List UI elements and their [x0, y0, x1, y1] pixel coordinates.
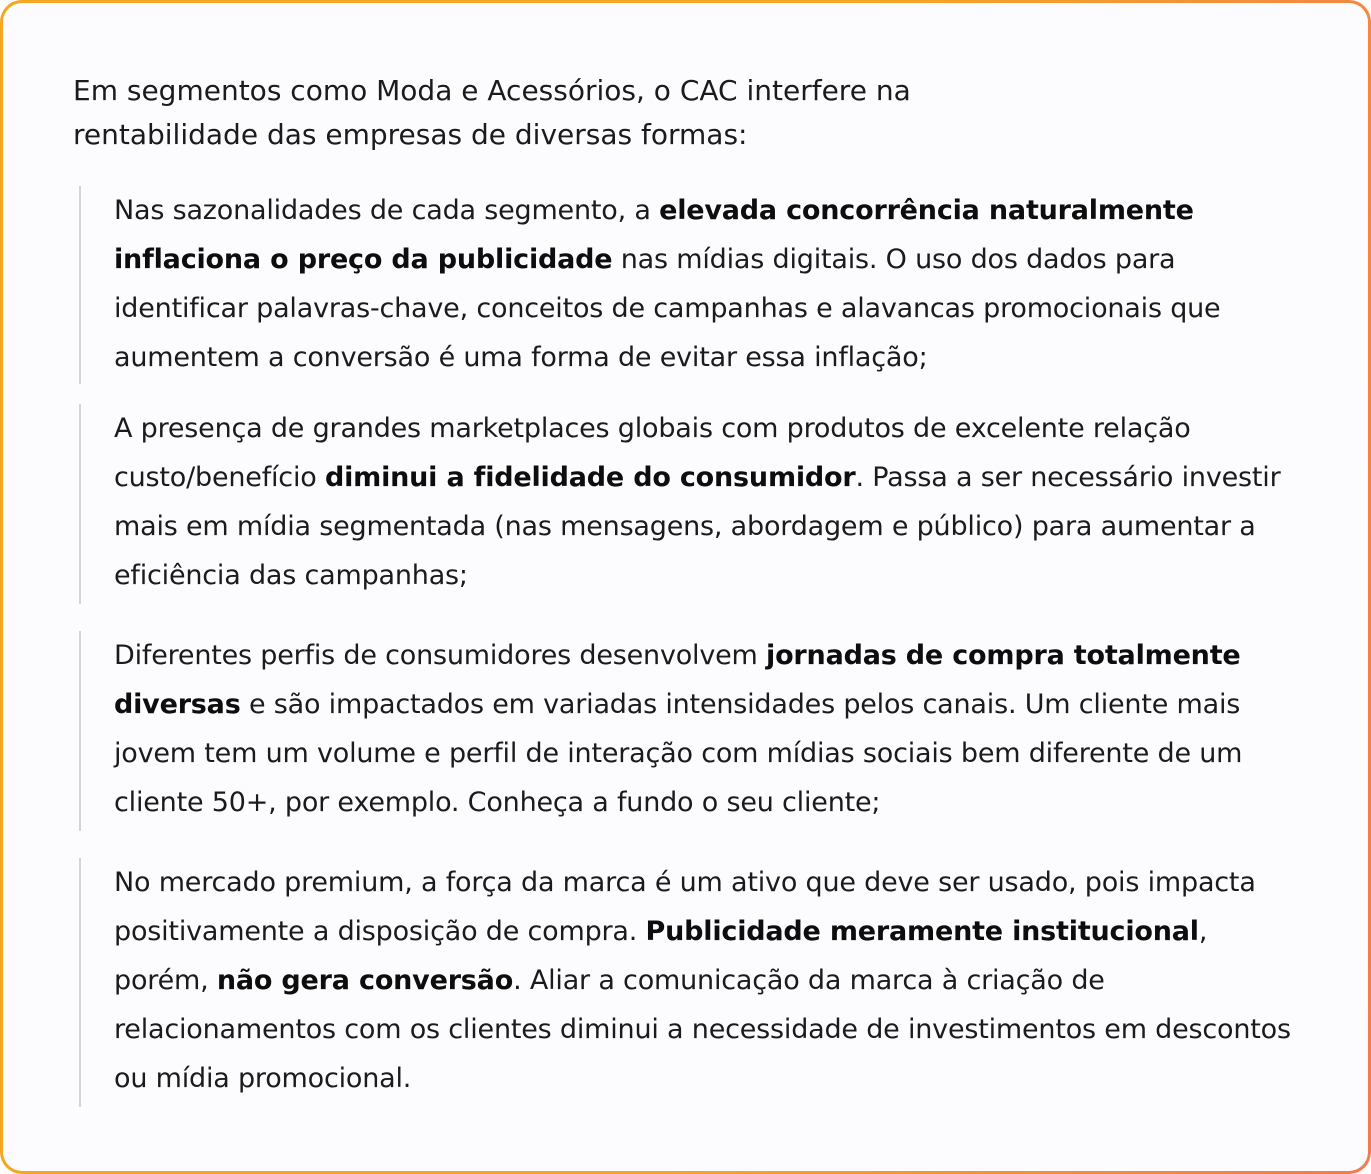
text-run: No mercado premium, a força da marca é um ativo que deve ser usado, pois impacta positivamente a disposição de compra.: [114, 867, 1256, 947]
quote-item-3: [79, 631, 1309, 831]
quote-item-text: [114, 404, 1309, 600]
quote-item-text: [114, 631, 1309, 827]
text-run: e são impactados em variadas intensidades pelos canais. Um cliente mais jovem tem um volume e perfil de interação com mídias sociais bem diferente de um cliente 50+, por exemplo. Conheça a fundo o seu cliente;: [114, 689, 1243, 818]
text-run: . Passa a ser necessário investir mais em mídia segmentada (nas mensagens, abordagem e público) para aumentar a eficiência das campanhas;: [114, 462, 1281, 591]
quote-item-text: [114, 186, 1309, 382]
text-run-bold: Publicidade meramente institucional: [645, 916, 1199, 947]
text-run: , porém,: [114, 916, 1208, 996]
quote-item-2: [79, 404, 1309, 604]
text-run-bold: não gera conversão: [216, 965, 514, 996]
text-run: A presença de grandes marketplaces globais com produtos de excelente relação custo/benefício: [114, 413, 1191, 493]
text-run: nas mídias digitais. O uso dos dados para identificar palavras-chave, conceitos de campanhas e alavancas promocionais que aumentem a conversão é uma forma de evitar essa inflação;: [114, 244, 1221, 373]
text-run-bold: diminui a fidelidade do consumidor: [324, 462, 856, 493]
text-run: Nas sazonalidades de cada segmento, a: [114, 195, 660, 226]
text-run: Diferentes perfis de consumidores desenvolvem: [114, 640, 767, 671]
text-run: . Aliar a comunicação da marca à criação de relacionamentos com os clientes diminui a necessidade de investimentos em descontos ou mídia promocional.: [114, 965, 1291, 1094]
quote-item-text: [114, 858, 1309, 1103]
text-run-bold: jornadas de compra totalmente diversas: [114, 640, 1241, 720]
text-run-bold: elevada concorrência naturalmente inflaciona o preço da publicidade: [114, 195, 1194, 275]
quote-item-4: [79, 858, 1309, 1107]
quote-item-1: [79, 186, 1309, 384]
content-card: [3, 3, 1368, 1171]
intro-paragraph: Em segmentos como Moda e Acessórios, o CAC interfere na rentabilidade das empresas de diversas formas:: [73, 74, 911, 151]
